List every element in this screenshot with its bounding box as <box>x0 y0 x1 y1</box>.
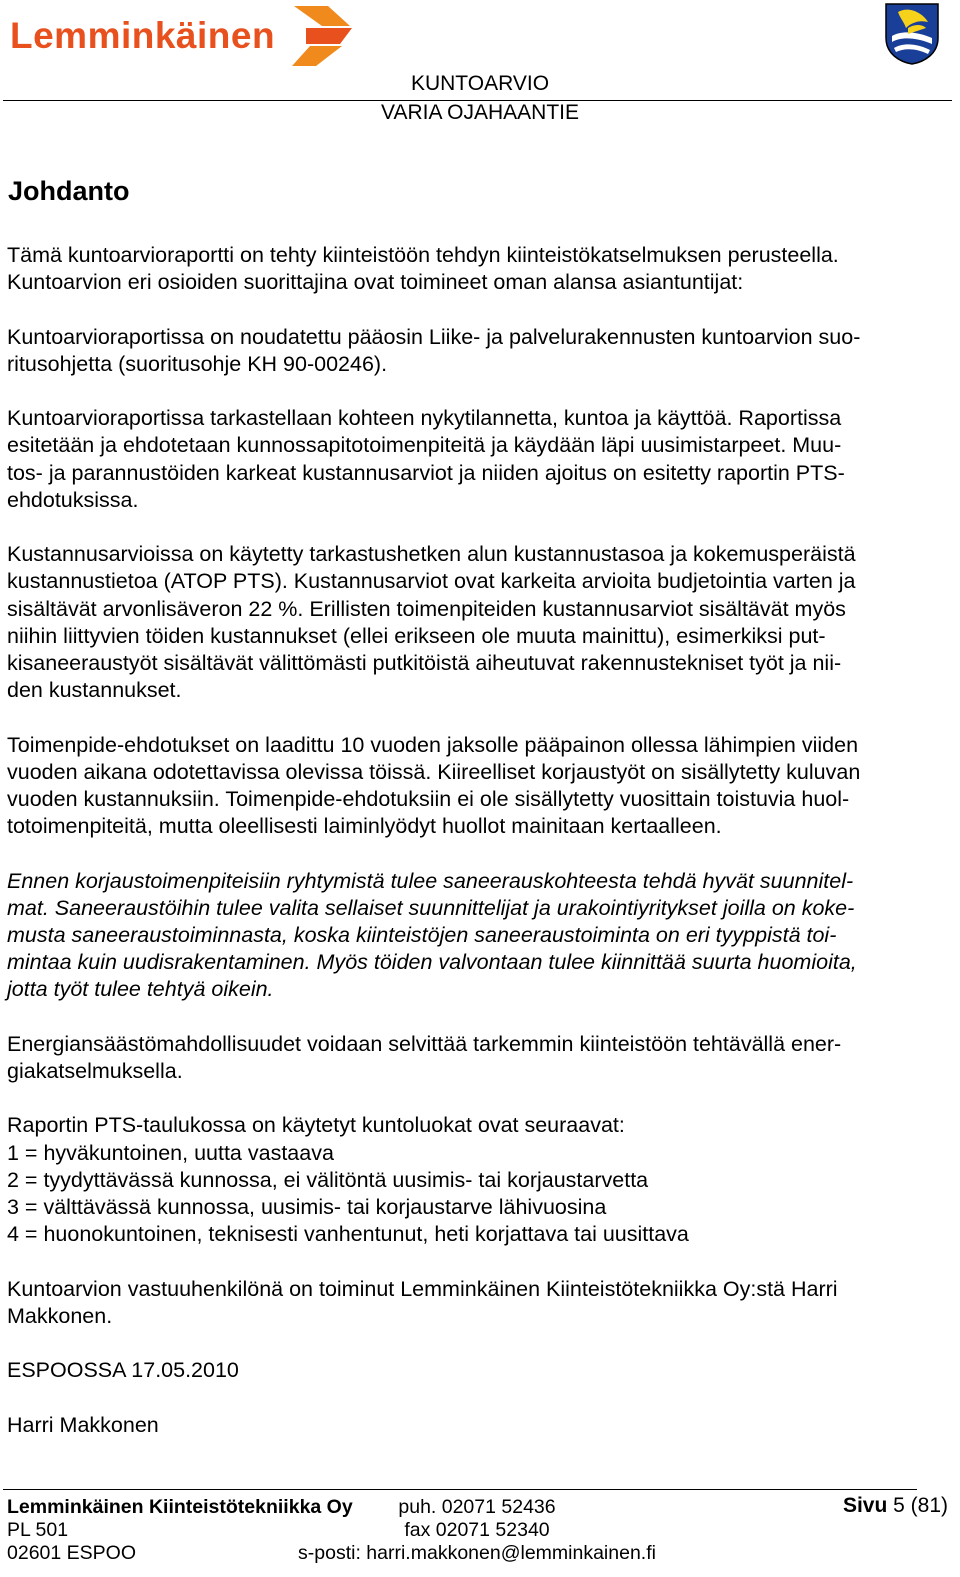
page-label: Sivu <box>842 1494 888 1517</box>
paragraph-guideline <box>7 324 952 378</box>
text-line: giakatselmuksella. <box>7 1059 183 1083</box>
paragraph-cost-estimates <box>7 541 952 704</box>
text-line: vuoden aikana odotettavissa olevissa töissä. Kiireelliset korjaustyöt on sisällytetty kuluvan <box>7 759 861 784</box>
text-line: kisaneeraustyöt sisältävät välittömästi putkitöistä aiheutuvat rakennustekniset työt ja nii- <box>7 651 842 675</box>
text-line: Ennen korjaustoimenpiteisiin ryhtymistä tulee saneerauskohteesta tehdä hyvät suunnitel- <box>7 868 854 893</box>
text-line: Energiansäästömahdollisuudet voidaan selvittää tarkemmin kiinteistöön tehtävällä ener- <box>7 1031 842 1056</box>
page-number <box>843 1494 948 1517</box>
text-line: Kustannusarvioissa on käytetty tarkastushetken alun kustannustasoa ja kokemusperäistä <box>7 542 856 567</box>
text-line: niihin liittyvien töiden kustannukset (ellei erikseen ole muuta mainittu), esimerkiksi put- <box>7 623 826 648</box>
text-line: Kuntoarvion vastuuhenkilönä on toiminut Lemminkäinen Kiinteistötekniikka Oy:stä Harri <box>7 1276 838 1301</box>
text-line: ritusohjetta (suoritusohje KH 90-00246). <box>7 351 388 376</box>
text-line: Makkonen. <box>7 1303 113 1328</box>
footer-contact-block <box>296 1496 658 1565</box>
list-item: 1 = hyväkuntoinen, uutta vastaava <box>7 1140 334 1165</box>
text-line: musta saneeraustoiminnasta, koska kiinteistöjen saneeraustoiminta on eri tyyppistä toi- <box>7 923 837 947</box>
footer-fax: fax 02071 52340 <box>404 1519 550 1541</box>
paragraph-planning-note <box>7 868 952 1004</box>
text-line: Kuntoarvion eri osioiden suorittajina ovat toimineet oman alansa asiantuntijat: <box>7 270 744 295</box>
footer-company: Lemminkäinen Kiinteistötekniikka Oy <box>7 1496 353 1518</box>
text-line: vuoden kustannuksiin. Toimenpide-ehdotuksiin ei ole sisällytetty vuosittain toistuvia huol- <box>7 787 850 811</box>
text-line: Toimenpide-ehdotukset on laadittu 10 vuoden jaksolle pääpainon ollessa lähimpien viiden <box>7 732 859 757</box>
text-line: den kustannukset. <box>7 678 182 703</box>
paragraph-intro <box>7 242 952 296</box>
footer-address-line2: 02601 ESPOO <box>7 1542 136 1564</box>
text-line: kustannustietoa (ATOP PTS). Kustannusarviot ovat karkeita arvioita budjetointia varten ja <box>7 569 856 594</box>
text-line: Tämä kuntoarvioraportti on tehty kiinteistöön tehdyn kiinteistökatselmuksen perusteella. <box>7 243 839 267</box>
paragraph-scope <box>7 405 952 514</box>
signature-name <box>7 1412 952 1439</box>
text-line: Kuntoarvioraportissa on noudatettu pääosin Liike- ja palvelurakennusten kuntoarvion suo- <box>7 324 861 349</box>
text-line: Raportin PTS-taulukossa on käytetyt kuntoluokat ovat seuraavat: <box>7 1113 625 1138</box>
text-line: sisältävät arvonlisäveron 22 %. Erillisten toimenpiteiden kustannusarviot sisältävät myös <box>7 596 846 621</box>
text-line: tos- ja parannustöiden karkeat kustannusarviot ja niiden ajoitus on esitetty raportin PTS- <box>7 460 845 485</box>
lemminkainen-logo <box>10 4 360 70</box>
paragraph-energy <box>7 1031 952 1085</box>
footer-divider <box>3 1489 917 1490</box>
municipal-coat-of-arms-icon <box>884 2 940 66</box>
property-name: VARIA OJAHAANTIE <box>381 101 579 124</box>
paragraph-proposals <box>7 732 952 841</box>
paragraph-responsible-person <box>7 1276 952 1330</box>
logo-wordmark: Lemminkäinen <box>10 15 276 56</box>
text-line: totoimenpiteitä, mutta oleellisesti laiminlyödyt huollot mainitaan kertaalleen. <box>7 814 722 839</box>
section-title: Johdanto <box>8 176 130 206</box>
text-line: Kuntoarvioraportissa tarkastellaan kohteen nykytilannetta, kuntoa ja käyttöä. Raportissa <box>7 406 842 431</box>
text-line: mat. Saneeraustöihin tulee valita sellaiset suunnittelijat ja urakointiyritykset joilla on koke- <box>7 895 855 920</box>
list-item: 3 = välttävässä kunnossa, uusimis- tai korjaustarve lähivuosina <box>7 1195 607 1219</box>
list-item: 2 = tyydyttävässä kunnossa, ei välitöntä uusimis- tai korjaustarvetta <box>7 1167 649 1192</box>
logo-arrow-icon <box>292 6 352 66</box>
text-line: ESPOOSSA 17.05.2010 <box>7 1358 239 1383</box>
page-value: 5 (81) <box>893 1494 948 1517</box>
footer-phone: puh. 02071 52436 <box>398 1496 556 1518</box>
footer-email: s-posti: harri.makkonen@lemminkainen.fi <box>298 1542 656 1564</box>
place-and-date <box>7 1357 952 1384</box>
report-title: KUNTOARVIO <box>410 72 550 95</box>
paragraph-condition-classes <box>7 1112 952 1248</box>
list-item: 4 = huonokuntoinen, teknisesti vanhentunut, heti korjattava tai uusittava <box>7 1222 689 1247</box>
text-line: esitetään ja ehdotetaan kunnossapitotoimenpiteitä ja käydään läpi uusimistarpeet. Muu- <box>7 433 842 458</box>
text-line: mintaa kuin uudisrakentaminen. Myös töiden valvontaan tulee kiinnittää suurta huomioita, <box>7 950 857 975</box>
text-line: jotta työt tulee tehtyä oikein. <box>7 977 274 1002</box>
document-body <box>7 242 952 1466</box>
text-line: Harri Makkonen <box>7 1412 159 1437</box>
footer-address-line1: PL 501 <box>7 1519 69 1541</box>
header-divider <box>3 100 952 101</box>
text-line: ehdotuksissa. <box>7 487 139 512</box>
